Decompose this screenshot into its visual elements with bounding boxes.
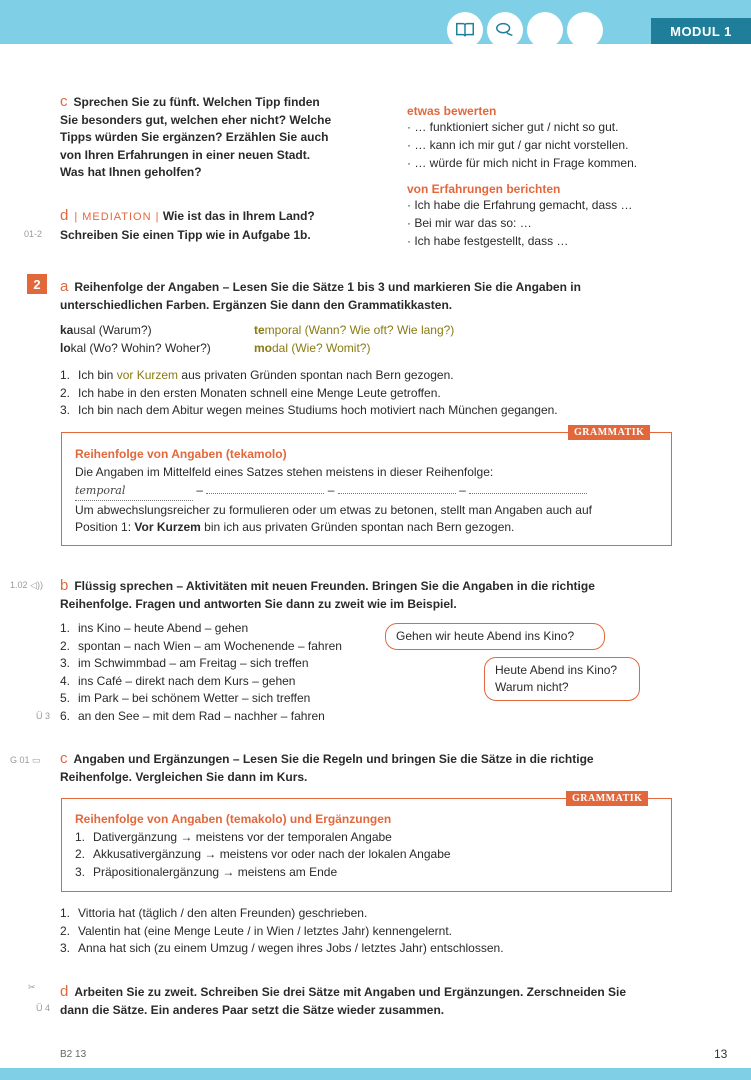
exercise-1c [60,93,360,182]
list-item: 5. im Park – bei schönem Wetter – sich treffen [60,691,311,705]
list-item: 2. spontan – nach Wien – am Wochenende – fahren [60,638,342,653]
list-item: 3. im Schwimmbad – am Freitag – sich treffen [60,656,309,670]
category-modal: modal (Wie? Womit?) [254,341,371,355]
page-number: 13 [714,1047,728,1061]
exercise-ref: 01-2 [24,229,43,239]
document-icon: ▭ [32,755,41,765]
instruction-line: Sie besonders gut, welchen eher nicht? Welche [60,112,332,127]
exercise-letter: d [60,983,69,1000]
exercise-letter: d [60,207,69,224]
handwritten-answer: temporal [75,484,126,497]
scissors-icon: ✂ [28,982,36,992]
instruction-line: Wie ist das in Ihrem Land? [162,209,315,223]
exercise-2d [60,983,730,1019]
blank-field[interactable] [206,493,324,494]
instruction-line: Arbeiten Sie zu zweit. Schreiben Sie drei Sätze mit Angaben und Ergänzungen. Zerschneiden Sie [74,985,627,999]
exercise-letter: b [60,577,69,594]
speech-bubble: Heute Abend ins Kino? Warum nicht? [484,657,640,701]
blank-field[interactable] [469,493,587,494]
audio-ref: 1.02 ◁)) [10,580,43,590]
instruction-line: Tipps würden Sie ergänzen? Erzählen Sie auch [60,130,329,144]
exercise-letter: c [60,93,68,110]
instruction-line: Angaben und Ergänzungen – Lesen Sie die Regeln und bringen Sie die Sätze in die richtige [73,752,594,766]
exercise-letter: c [60,750,68,767]
instruction-line: Reihenfolge. Fragen und antworten Sie dann zu zweit wie im Beispiel. [60,596,457,611]
instruction-line: dann die Sätze. Ein anderes Paar setzt die Sätze wieder zusammen. [60,1002,445,1017]
grammar-tag: GRAMMATIK [568,425,650,440]
instruction-line: von Ihren Erfahrungen in einer neuen Stadt. [60,147,311,162]
grammar-text: Um abwechslungsreicher zu formulieren oder um etwas zu betonen, stellt man Angaben auch auf [75,502,592,517]
exercise-2b [60,577,720,613]
list-item: 4. ins Café – direkt nach dem Kurs – gehen [60,673,296,688]
list-item: 1. ins Kino – heute Abend – gehen [60,621,249,635]
grammar-title: Reihenfolge von Angaben (temakolo) und Ergänzungen [75,812,392,826]
phrase-item: · Ich habe festgestellt, dass … [407,234,569,248]
exercise-2a [60,278,720,314]
mediation-tag: | MEDIATION | [74,211,160,223]
grammar-text: Position 1: Vor Kurzem bin ich aus privaten Gründen spontan nach Bern gezogen. [75,520,515,534]
list-item: 6. an den See – mit dem Rad – nachher – fahren [60,708,325,723]
header-icons [447,12,603,48]
sentence-list [60,905,700,958]
list-item: 3. Präpositionalergänzung → meistens am Ende [75,864,338,879]
list-item: 1. Dativergänzung → meistens vor der temporalen Angabe [75,829,392,844]
category-kausal: kausal (Warum?) [60,323,152,337]
list-item: 3. Anna hat sich (zu einem Umzug / wegen ihres Jobs / letztes Jahr) entschlossen. [60,941,504,955]
category-temporal: temporal (Wann? Wie oft? Wie lang?) [254,323,455,337]
instruction-line: Sprechen Sie zu fünft. Welchen Tipp finden [73,95,320,109]
footer-code: B2 13 [60,1049,87,1060]
circle-icon [567,12,603,48]
instruction-line: Reihenfolge. Vergleichen Sie dann im Kurs. [60,769,308,784]
list-item: 2. Valentin hat (eine Menge Leute / in Wien / letztes Jahr) kennengelernt. [60,923,452,938]
grammar-title: Reihenfolge von Angaben (tekamolo) [75,447,287,461]
instruction-line: Was hat Ihnen geholfen? [60,165,202,179]
exercise-2c [60,750,720,786]
sentence-list [60,367,700,420]
phrase-heading: etwas bewerten [407,104,497,118]
top-band [0,0,751,44]
instruction-line: unterschiedlichen Farben. Ergänzen Sie dann den Grammatikkasten. [60,297,453,312]
phrase-item: · … kann ich mir gut / gar nicht vorstellen. [407,138,629,152]
phrase-item: · Bei mir war das so: … [407,216,532,230]
instruction-line: Flüssig sprechen – Aktivitäten mit neuen Freunden. Bringen Sie die Angaben in die richtige [74,579,595,593]
grammar-tag: GRAMMATIK [566,791,648,806]
blank-field[interactable] [338,493,456,494]
list-item: 3. Ich bin nach dem Abitur wegen meines Studiums hoch motiviert nach München gegangen. [60,403,558,417]
activity-list [60,620,390,725]
exercise-letter: a [60,278,69,295]
module-label: MODUL 1 [651,18,751,44]
exercise-1d [60,207,380,244]
phrase-item: · … funktioniert sicher gut / nicht so gut. [407,120,619,134]
exercise-ref: G 01 ▭ [10,755,41,765]
phrase-box [407,104,707,250]
grammar-text: Die Angaben im Mittelfeld eines Satzes stehen meistens in dieser Reihenfolge: [75,464,494,479]
phrase-item: · … würde für mich nicht in Frage kommen. [407,156,638,170]
exercise-ref: Ü 3 [36,711,51,721]
instruction-line: Reihenfolge der Angaben – Lesen Sie die Sätze 1 bis 3 und markieren Sie die Angaben in [74,280,581,294]
fill-blanks: temporal – – – [75,482,665,501]
list-item: 1. Ich bin vor Kurzem aus privaten Gründen spontan nach Bern gezogen. [60,368,454,382]
exercise-number: 2 [27,274,47,294]
phrase-heading: von Erfahrungen berichten [407,182,561,196]
bottom-band [0,1068,751,1080]
instruction-line: Schreiben Sie einen Tipp wie in Aufgabe 1b. [60,227,311,242]
grammar-content [75,811,665,881]
list-item: 1. Vittoria hat (täglich / den alten Freunden) geschrieben. [60,906,368,920]
exercise-ref: Ü 4 [36,1003,51,1013]
list-item: 2. Ich habe in den ersten Monaten schnell eine Menge Leute getroffen. [60,385,441,400]
list-item: 2. Akkusativergänzung → meistens vor oder nach der lokalen Angabe [75,847,451,861]
speech-bubble: Gehen wir heute Abend ins Kino? [385,623,605,650]
phrase-item: · Ich habe die Erfahrung gemacht, dass … [407,198,633,212]
grammar-content [75,446,665,537]
circle-icon [527,12,563,48]
speaker-icon[interactable]: ◁)) [30,580,43,590]
speech-icon [487,12,523,48]
book-icon [447,12,483,48]
category-lokal: lokal (Wo? Wohin? Woher?) [60,341,211,355]
